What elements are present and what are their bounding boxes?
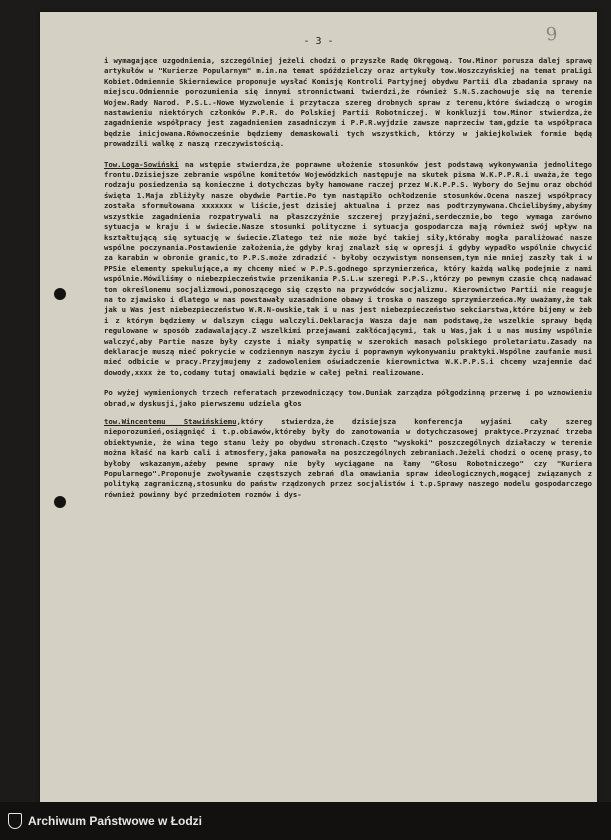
document-body	[104, 56, 597, 508]
paragraph-text: na wstępie stwierdza,że poprawne ułożenie stosunków jest podstawą wykonywania jednolitego frontu.Dzisiejsze zebranie wspólne komitetów Wojewódzkich następuje na skutek pisma W.K.P.P.R.i uważa,że tego rodzaju posiedzenia są konieczne i dotychczas były hamowane raczej przez W.K.P.P.S. Wybory do Sejmu oraz obchód święta 1.Maja zbliżyły nasze obydwie Partie.Po tym nastąpiło ochłodzenie stosunków.Ocena naszej współpracy została sformułowana xxxxxxx w liście,jest dzisiej aktualna i przez nas podtrzymywana.Chcielibyśmy,abyśmy wszystkie zagadnienia rozpatrywali na płaszczyźnie szczerej przyjaźni,serdecznie,bo tego wymaga zarówno sytuacja w kraju i w świecie.Nasze stosunki polityczne i sytuacja gospodarcza mają również swój wpływ na kształtującą się sytuację w świecie.Zlatego też nie może być takiej siły,któraby mogła paraliżować nasze wspólne poczynania.Postawienie założenia,że gdyby kraj znalazł się w opresji i gdyby wypadło wspólnie chwycić za karabin w obronie granic,to P.P.S.może zdradzić - byłoby oczywistym nonsensem,tym nie mniej zaszły tak i w PPSie elementy spekulujące,a my chcemy mieć w P.P.S.godnego sprzymierzeńca, który każdą walkę podejmie z nami wspólnie.Mówiliśmy o niebezpieczeństwie przenikania P.S.L.w szeregi P.P.S.,którzy po pewnym czasie chcą nadawać ton określonemu socjalizmowi,ponoszącego się często na przywódców socjalizmu. Kierownictwo Partii nie reaguje na to zjawisko i dlatego w nas powstawały uzasadnione obawy i troska o naszego sprzymierzeńca.My uważamy,że tak jak u Was jest niebezpieczeństwo W.R.N-owskie,tak i u nas jest niebezpieczeństwo sekciarstwa,które bijemy w żeb i z którym będziemy w dalszym ciągu walczyli.Deklaracja Wasza daje nam podstawę,że wszelkie sprawy będą regulowane w sposób zadawalający.Z wszelkimi przejawami zakłócającymi, tak u Was,jak i u nas musimy wspólnie walczyć,aby Partie nasze były czyste i miały sympatię w szerokich masach polskiego proletariatu.Zasady na deklaracje muszą mieć pokrycie w codziennym naszym życiu i poprawnym wykonywaniu praktyki.Wspólne zaufanie musi mieć odbicie w pracy.Przyjmujemy z zadowoleniem oświadczenie kierownictwa W.K.P.P.S.i chcemy wzajemnie dać dowody,xxxx że to,codamy tutaj omawiali będzie w całej pełni realizowane.	[104, 159, 597, 377]
punch-hole-icon	[54, 496, 66, 508]
page-number: - 3 -	[303, 36, 334, 47]
punch-hole-icon	[54, 288, 66, 300]
paragraph-2	[104, 159, 597, 379]
speaker-name: tow.Wincentemu Stawińskiemu	[104, 417, 237, 426]
paragraph-text: i wymagające uzgodnienia, szczególniej jeżeli chodzi o przyszłe Radę Okręgową. Tow.Minor porusza dalej sprawę artykułów w "Kurierze Popularnym" m.in.na temat spóździelczy oraz artykuły tow.Woszczyńskiej na temat praLigi Kobiet.Odmiennie Skierniewice proponuje wysłać Komisję Kontroli Partyjnej obydwu Partii dla zbadania sprawy na miejscu.Odmiennie porozumienia się innymi stronnictwami twierdzi,że również S.N.S.zachowuje się na terenie Wojew.Rady Narod. P.S.L.-Nowe Wyzwolenie i przytacza szereg drobnych spraw z terenu,które świadczą o wrogim nastawieniu niektórych członków P.P.R. do Polskiej Partii Robotniczej. W konkluzji tow.Minor stwierdza,że zagadnienie współpracy jest zagadnieniem zasadniczym i P.P.R.wyjdzie zawsze naprzeciw tam,gdzie ta współpraca będzie inicjowana.Równocześnie będziemy demaskowali tych wszystkich, którzy w jakiejkolwiek formie będą prowadzili walkę z naszą rzeczywistością.	[104, 56, 597, 149]
paragraph-text: Po wyżej wymienionych trzech referatach przewodniczący tow.Duniak zarządza półgodzinną przerwę i po wznowieniu obrad,w dyskusji,jako pierwszemu udziela głos	[104, 388, 597, 408]
archive-name: Archiwum Państwowe w Łodzi	[28, 814, 203, 828]
document-page	[40, 12, 597, 802]
paragraph-text: ,który stwierdza,że dzisiejsza konferencja wyjaśni cały szereg nieporozumień,osiągnięć i t.p.obiawów,któreby były do zanotowania w dotychczasowej praktyce.Przyznać trzeba obiektywnie, że wina tego stanu leży po obydwu stronach.Często "wyskoki" poszczególnych działaczy w terenie można kłaść na karb cali i atmosfery,jaka panowała na poszczególnych zebraniach.Jeżeli chodzi o ocenę prasy,to byłoby wskazanym,aźeby pewne sprawy nie były wyciągane na łamy "Głosu Robotniczego" czy "Kuriera Popularnego".Proponuje zwoływanie częstszych zebrań dla omawiania spraw ideologicznych,mogącej związanych z polityką zagraniczną,stosunku do państw rządzonych przez socjalistów i t.p.Sprawy naszego modelu gospodarczego również powinny być przedmiotem rozmów i dys-	[104, 417, 597, 499]
handwritten-page-mark: 9	[544, 23, 559, 46]
paragraph-1	[104, 56, 597, 150]
paragraph-4	[104, 417, 597, 500]
archive-footer	[0, 802, 611, 840]
paragraph-3	[104, 388, 597, 409]
archive-emblem-icon	[8, 813, 22, 829]
speaker-name: Tow.Loga-Sowiński	[104, 159, 179, 169]
